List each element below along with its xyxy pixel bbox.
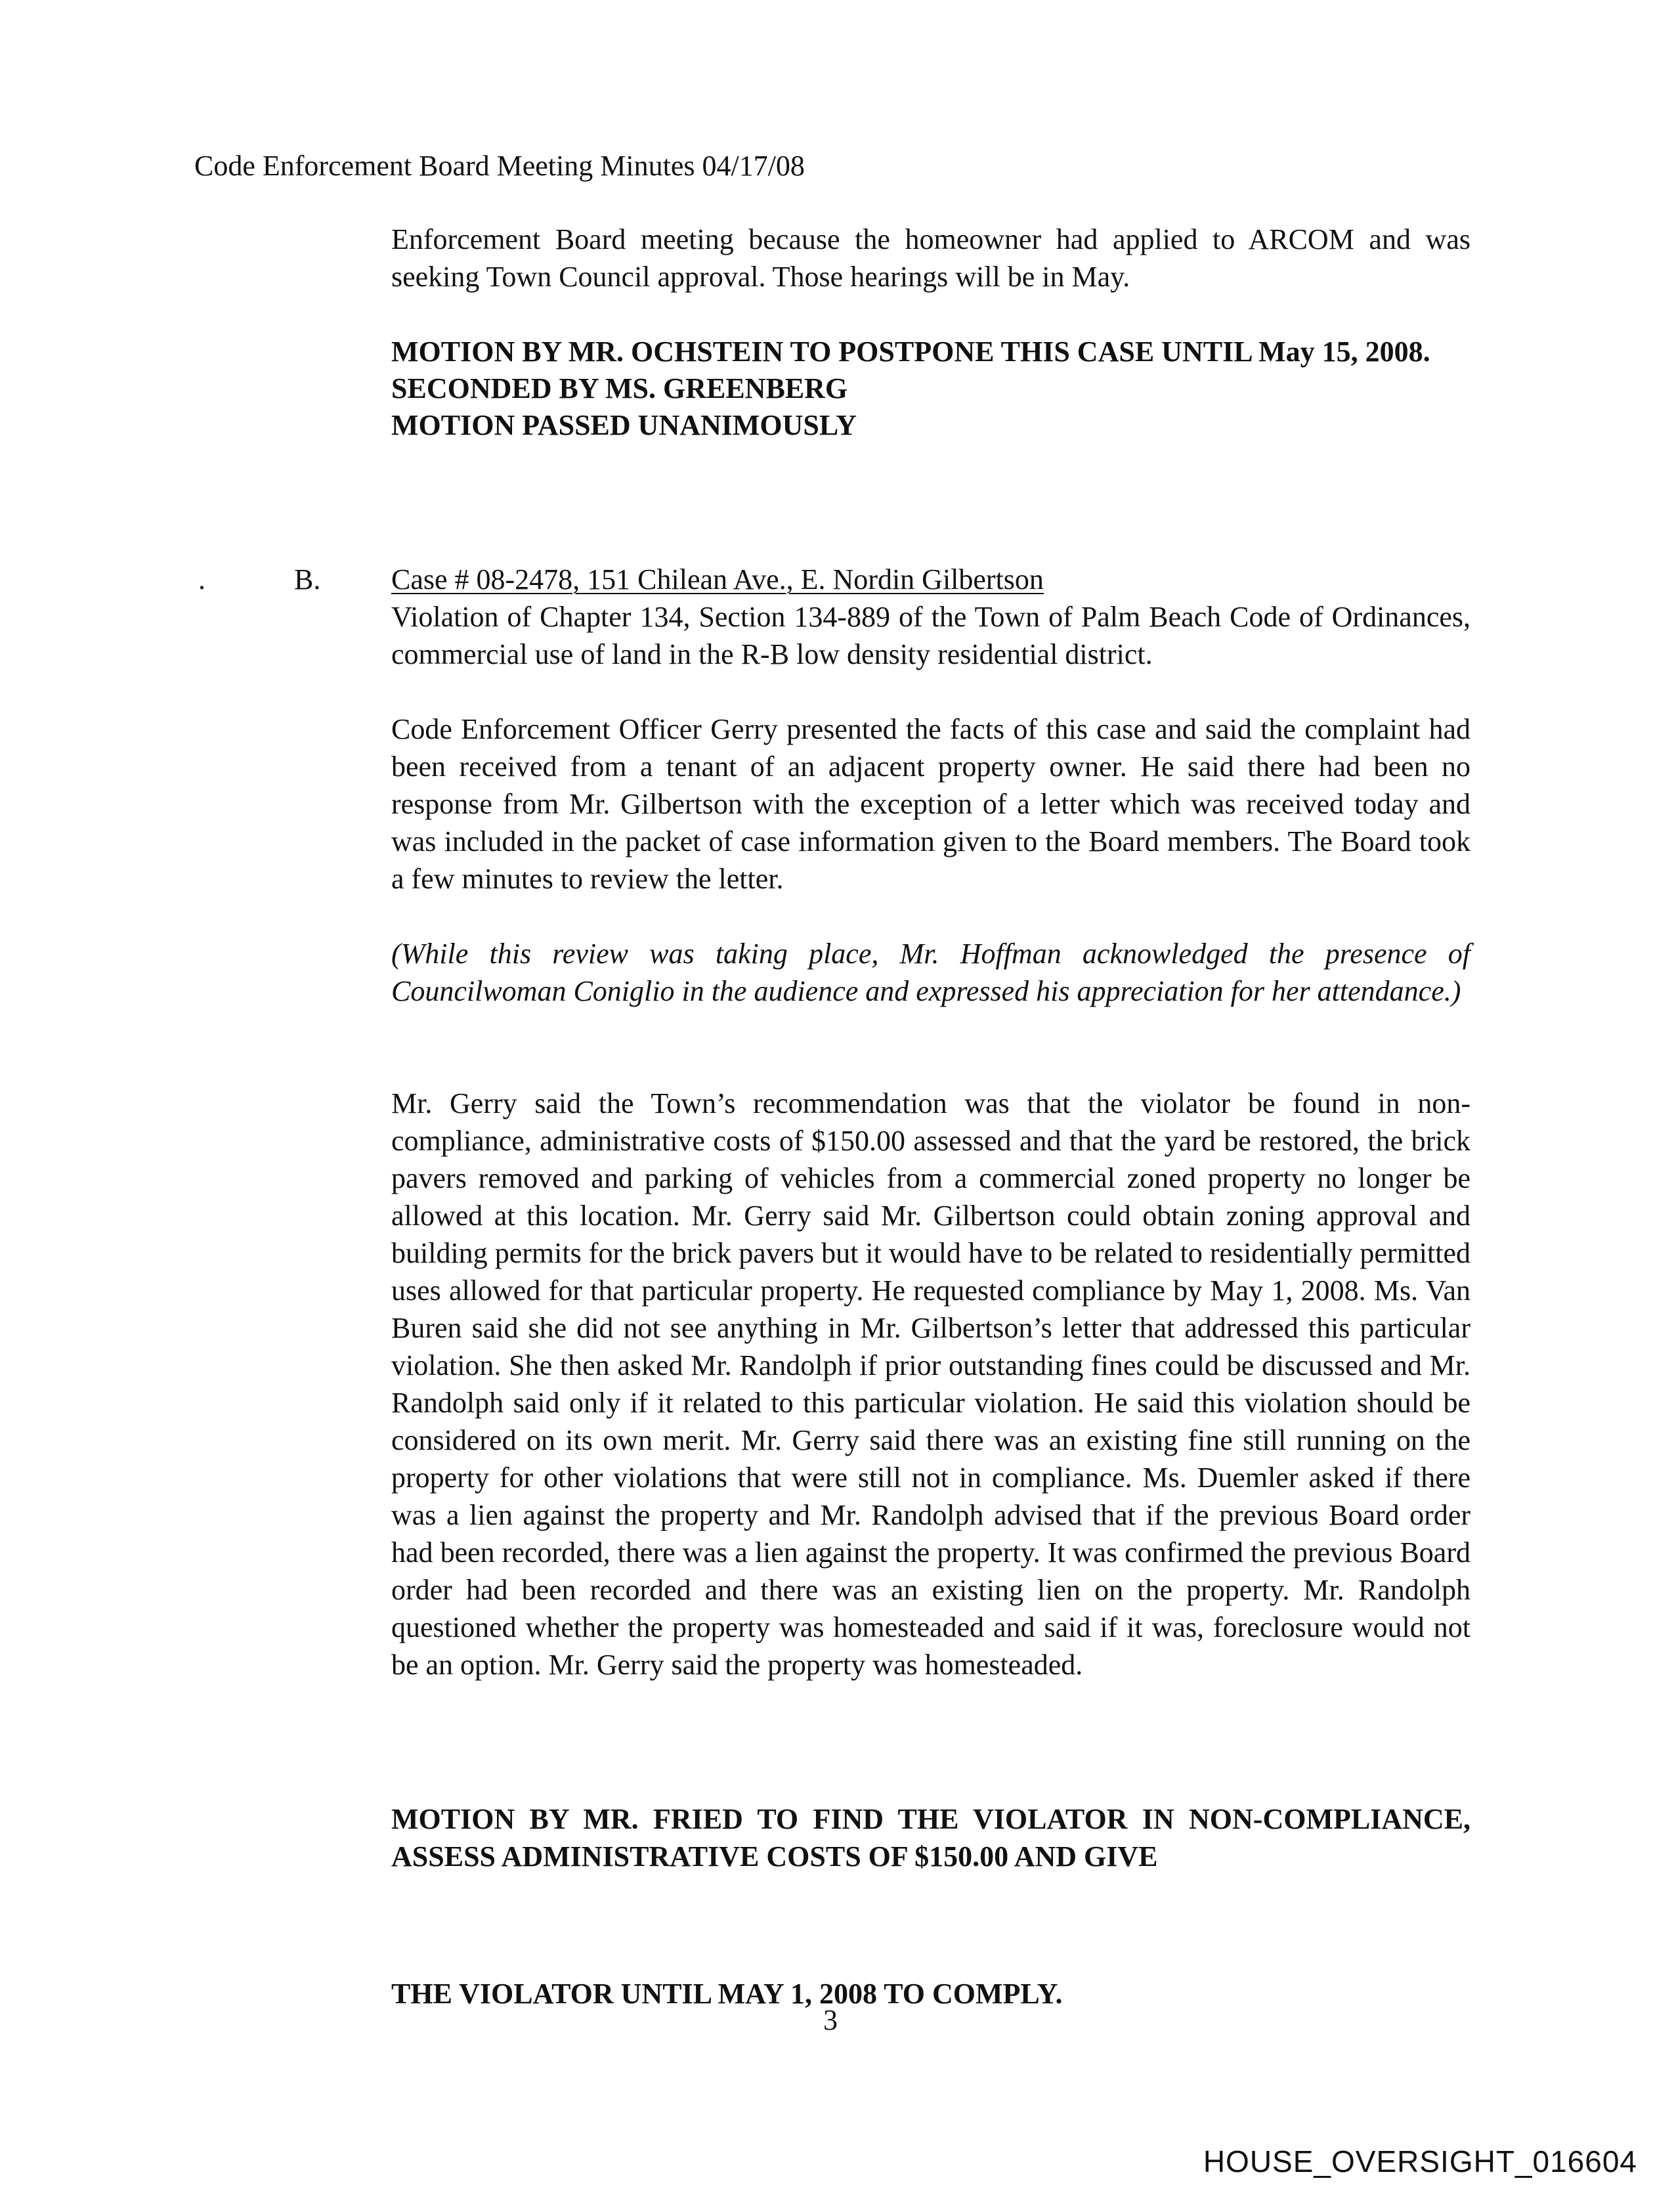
case-title: Case # 08-2478, 151 Chilean Ave., E. Nordin Gilbertson — [391, 563, 1044, 596]
case-header-block — [391, 561, 1470, 673]
motion-fried-continuation: THE VIOLATOR UNTIL MAY 1, 2008 TO COMPLY. — [391, 1978, 1063, 2010]
case-facts-paragraph: Code Enforcement Officer Gerry presented the facts of this case and said the complaint had been received from a tenant of an adjacent property owner. He said there had been no response from Mr. Gilbertson with the exception of a letter which was received today and was included in the packet of case information given to the Board members. The Board took a few minutes to review the letter. — [391, 713, 1470, 895]
motion-passed-text: MOTION PASSED UNANIMOUSLY — [391, 409, 857, 441]
page-header-title: Code Enforcement Board Meeting Minutes 04/17/08 — [194, 150, 805, 182]
case-violation-text: Violation of Chapter 134, Section 134-889 of the Town of Palm Beach Code of Ordinances, commercial use of land in the R-B low density residential district. — [391, 601, 1470, 670]
review-aside-paragraph: (While this review was taking place, Mr. Hoffman acknowledged the presence of Councilwoman Coniglio in the audience and expressed his appreciation for her attendance.) — [391, 938, 1470, 1007]
case-item-letter: B. — [294, 563, 321, 596]
motion-seconded-text: SECONDED BY MS. GREENBERG — [391, 372, 848, 404]
case-marker-dot: . — [198, 563, 205, 596]
recommendation-paragraph: Mr. Gerry said the Town’s recommendation was that the violator be found in non-compliance, administrative costs of $150.00 assessed and that the yard be restored, the brick pavers removed and parking of vehicles from a commercial zoned property no longer be allowed at this location. Mr. Gerry said Mr. Gilbertson could obtain zoning approval and building permits for the brick pavers but it would have to be related to residentially permitted uses allowed for that particular property. He requested compliance by May 1, 2008. Ms. Van Buren said she did not see anything in Mr. Gilbertson’s letter that addressed this particular violation. She then asked Mr. Randolph if prior outstanding fines could be discussed and Mr. Randolph said only if it related to this particular violation. He said this violation should be considered on its own merit. Mr. Gerry said there was an existing fine still running on the property for other violations that were still not in compliance. Ms. Duemler asked if there was a lien against the property and Mr. Randolph advised that if the previous Board order had been recorded, there was a lien against the property. It was confirmed the previous Board order had been recorded and there was an existing lien on the property. Mr. Randolph questioned whether the property was homesteaded and said if it was, foreclosure would not be an option. Mr. Gerry said the property was homesteaded. — [391, 1087, 1470, 1681]
motion-fried-text: MOTION BY MR. FRIED TO FIND THE VIOLATOR IN NON-COMPLIANCE, ASSESS ADMINISTRATIVE COSTS OF $150.00 AND GIVE — [391, 1803, 1470, 1873]
page-number: 3 — [823, 2004, 838, 2036]
continuation-paragraph: Enforcement Board meeting because the homeowner had applied to ARCOM and was seeking Town Council approval. Those hearings will be in May. — [391, 223, 1470, 293]
motion-postpone-block — [391, 334, 1470, 444]
motion-postpone-text: MOTION BY MR. OCHSTEIN TO POSTPONE THIS CASE UNTIL May 15, 2008. — [391, 336, 1430, 368]
bates-number: HOUSE_OVERSIGHT_016604 — [1203, 2144, 1637, 2179]
